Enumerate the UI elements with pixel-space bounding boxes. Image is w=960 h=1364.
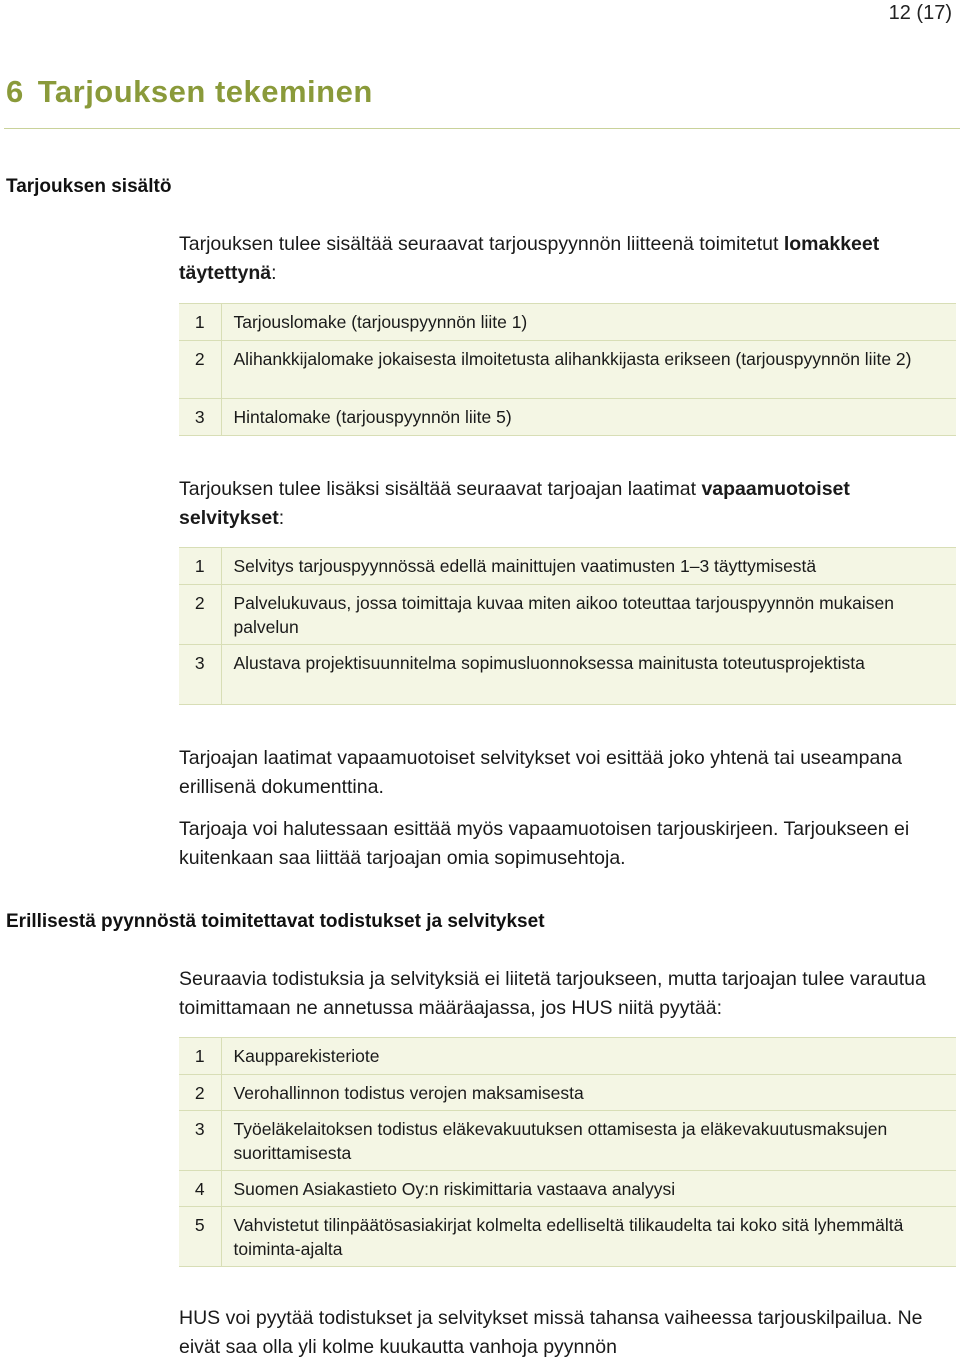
section-heading-contents: Tarjouksen sisältö	[6, 176, 172, 197]
reports-intro-bold: vapaamuotoiset selvitykset	[179, 478, 850, 529]
row-number: 2	[179, 1075, 221, 1111]
row-text: Alustava projektisuunnitelma sopimusluonnoksessa mainitusta toteutusprojektista	[221, 645, 956, 705]
reports-intro	[179, 475, 954, 533]
forms-table	[179, 303, 956, 436]
section-heading-certificates: Erillisestä pyynnöstä toimitettavat todistukset ja selvitykset	[6, 911, 545, 932]
row-text: Selvitys tarjouspyynnössä edellä mainittujen vaatimusten 1–3 täyttymisestä	[221, 548, 956, 585]
closing-paragraph: HUS voi pyytää todistukset ja selvitykset missä tahansa vaiheessa tarjouskilpailua. Ne eivät saa olla yli kolme kuukautta vanhoja pyynnön	[179, 1307, 923, 1358]
row-text: Tarjouslomake (tarjouspyynnön liite 1)	[221, 304, 956, 341]
reports-intro-end: :	[278, 507, 285, 529]
row-number: 3	[179, 399, 221, 436]
row-text: Suomen Asiakastieto Oy:n riskimittaria vastaava analyysi	[221, 1171, 956, 1207]
row-number: 1	[179, 304, 221, 341]
table-row	[179, 1207, 956, 1267]
certificates-intro: Seuraavia todistuksia ja selvityksiä ei liitetä tarjoukseen, mutta tarjoajan tulee varautua toimittamaan ne annetussa määräajassa, jos HUS niitä pyytää:	[179, 968, 926, 1019]
row-number: 1	[179, 1038, 221, 1075]
table-row	[179, 341, 956, 399]
row-text: Kaupparekisteriote	[221, 1038, 956, 1075]
table-row	[179, 645, 956, 705]
page-number: 12 (17)	[888, 2, 952, 24]
chapter-number: 6	[6, 74, 24, 109]
table-row	[179, 585, 956, 645]
row-text: Työeläkelaitoksen todistus eläkevakuutuksen ottamisesta ja eläkevakuutusmaksujen suorittamisesta	[221, 1111, 956, 1171]
row-number: 5	[179, 1207, 221, 1267]
forms-intro-bold: lomakkeet täytettynä	[179, 233, 880, 284]
row-number: 4	[179, 1171, 221, 1207]
note-cover-letter: Tarjoaja voi halutessaan esittää myös vapaamuotoisen tarjouskirjeen. Tarjoukseen ei kuitenkaan saa liittää tarjoajan omia sopimusehtoja.	[179, 818, 910, 869]
row-text: Verohallinnon todistus verojen maksamisesta	[221, 1075, 956, 1111]
title-divider	[4, 128, 960, 129]
table-row	[179, 399, 956, 436]
table-row	[179, 304, 956, 341]
forms-intro	[179, 230, 954, 288]
forms-intro-text: Tarjouksen tulee sisältää seuraavat tarjouspyynnön liitteenä toimitetut	[179, 233, 784, 255]
row-number: 3	[179, 645, 221, 705]
row-number: 3	[179, 1111, 221, 1171]
row-text: Palvelukuvaus, jossa toimittaja kuvaa miten aikoo toteuttaa tarjouspyynnön mukaisen palvelun	[221, 585, 956, 645]
row-number: 2	[179, 341, 221, 399]
table-row	[179, 1111, 956, 1171]
reports-table	[179, 547, 956, 705]
row-number: 2	[179, 585, 221, 645]
note-documents: Tarjoajan laatimat vapaamuotoiset selvitykset voi esittää joko yhtenä tai useampana erillisenä dokumenttina.	[179, 747, 902, 798]
table-row	[179, 1038, 956, 1075]
chapter-title-text: Tarjouksen tekeminen	[37, 74, 373, 109]
reports-intro-text: Tarjouksen tulee lisäksi sisältää seuraavat tarjoajan laatimat	[179, 478, 702, 500]
table-row	[179, 548, 956, 585]
row-number: 1	[179, 548, 221, 585]
row-text: Vahvistetut tilinpäätösasiakirjat kolmelta edelliseltä tilikaudelta tai koko sitä lyhemmältä toiminta-ajalta	[221, 1207, 956, 1267]
certificates-table	[179, 1037, 956, 1267]
table-row	[179, 1075, 956, 1111]
row-text: Hintalomake (tarjouspyynnön liite 5)	[221, 399, 956, 436]
forms-intro-end: :	[271, 262, 277, 284]
chapter-title	[6, 74, 373, 110]
table-row	[179, 1171, 956, 1207]
row-text: Alihankkijalomake jokaisesta ilmoitetusta alihankkijasta erikseen (tarjouspyynnön liite 2)	[221, 341, 956, 399]
